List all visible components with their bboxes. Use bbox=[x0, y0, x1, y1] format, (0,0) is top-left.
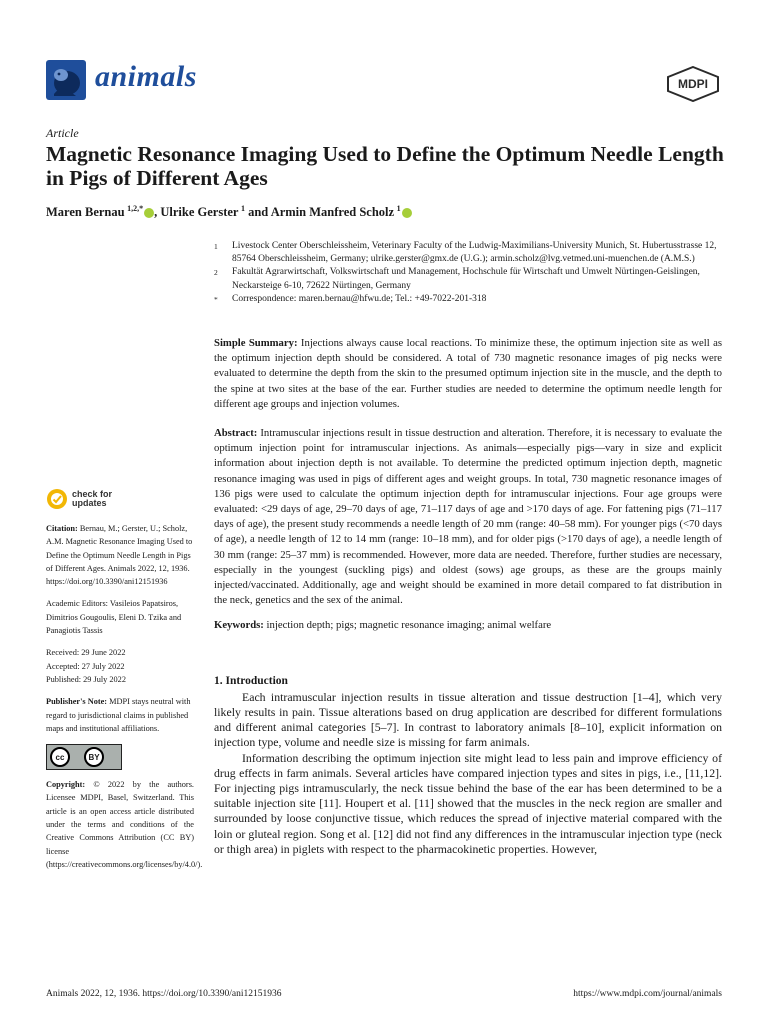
affiliation-number: * bbox=[214, 294, 218, 304]
updates-line1: check for bbox=[72, 489, 113, 499]
affiliation-item bbox=[214, 293, 724, 306]
dates bbox=[46, 646, 194, 686]
orcid-icon[interactable] bbox=[144, 208, 154, 218]
correspondence-text: Correspondence: maren.bernau@hfwu.de; Tel.: +49-7022-201-318 bbox=[232, 293, 487, 304]
publisher-note-label: Publisher's Note: bbox=[46, 697, 108, 707]
intro-paragraph: Each intramuscular injection results in tissue alteration and tissue destruction [1–4], which very likely results in pain. Tissue alterations based on drug application are described for different formulations and different animal categories [5–7]. In contrast to laboratory animals [8–10], explicit information on injection type, volume and needle size is missing for farm animals. bbox=[214, 689, 722, 750]
copyright bbox=[46, 778, 203, 871]
academic-editors: Academic Editors: Vasileios Papatsiros, Dimitrios Gougoulis, Eleni D. Tzika and Panagiotis Tassis bbox=[46, 599, 182, 636]
cc-by-license-badge[interactable] bbox=[46, 744, 122, 770]
section-heading-introduction: 1. Introduction bbox=[214, 674, 288, 687]
mdpi-logo-icon[interactable] bbox=[666, 66, 720, 102]
main-column bbox=[214, 336, 722, 857]
orcid-icon[interactable] bbox=[402, 208, 412, 218]
publisher-note bbox=[46, 695, 194, 735]
author-affil-sup: 1 bbox=[240, 204, 245, 213]
copyright-text: © 2022 by the authors. Licensee MDPI, Basel, Switzerland. This article is an open access article distributed under the terms and conditions of the Creative Commons Attribution (CC BY) license (https://creativecommons.org/licenses/by/4.0/). bbox=[46, 780, 203, 869]
citation-text[interactable]: Bernau, M.; Gerster, U.; Scholz, A.M. Magnetic Resonance Imaging Used to Define the Optimum Needle Length in Pigs of Different Ages. Animals 2022, 12, 1936. https://doi.org/10.3390/ani12151936 bbox=[46, 524, 193, 587]
author-affil-sup: 1,2,* bbox=[127, 204, 144, 213]
simple-summary bbox=[214, 336, 722, 412]
author-list bbox=[46, 204, 412, 220]
publisher-note-text: MDPI stays neutral with regard to jurisdictional claims in published maps and institutional affiliations. bbox=[46, 697, 191, 733]
updates-line2: updates bbox=[72, 498, 107, 508]
author-name[interactable]: Maren Bernau bbox=[46, 205, 125, 220]
affiliations bbox=[214, 240, 724, 306]
author-separator: and bbox=[244, 205, 271, 220]
affiliation-text: Livestock Center Oberschleissheim, Veterinary Faculty of the Ludwig-Maximilians-University Munich, St. Hubertusstrasse 12, 85764 Oberschleissheim, Germany; ulrike.gerster@gmx.de (U.G.); armin.scholz@lvg.vetmed.uni-muenchen.de (A.M.S.) bbox=[232, 241, 717, 265]
author-name[interactable]: Armin Manfred Scholz bbox=[270, 205, 395, 220]
author-separator: , bbox=[154, 205, 161, 220]
summary-label: Simple Summary: bbox=[214, 337, 298, 349]
intro-paragraph: Information describing the optimum injection site might lead to less pain and improve efficiency of drug effects in farm animals. Several articles have compared injection types and sites in pigs, i.e., [11,12]. For injecting pigs intramuscularly, the neck tissue behind the base of the ear has been determined to be a suitable injection site [11]. Houpert et al. [11] showed that the muscles in the neck region are smaller and surrounded by loose conjunctive tissue, which reduces the spread of injective material compared with the loin or gluteal region. Song et al. [12] did not find any differences in the intramuscular injection type (neck or thigh area) in piglets with respect to the pharmacokinetic properties. However, bbox=[214, 750, 722, 856]
article-title: Magnetic Resonance Imaging Used to Define the Optimum Needle Length in Pigs of Different Ages bbox=[46, 142, 724, 190]
citation bbox=[46, 522, 194, 588]
cc-icon: cc bbox=[50, 747, 70, 767]
affiliation-number: 2 bbox=[214, 268, 218, 278]
abstract bbox=[214, 426, 722, 608]
journal-name[interactable]: animals bbox=[95, 60, 197, 93]
by-icon: BY bbox=[84, 747, 104, 767]
abstract-text: Intramuscular injections result in tissue destruction and alteration. Therefore, it is necessary to evaluate the optimum injection point for intramuscular injections. As animals—especially pigs—vary in size and explicit information about injection depth is not available. To determine the predicted optimum injection depth, magnetic resonance imaging was used in pigs of different ages and weight groups. In total, 730 magnetic resonance images of 136 pigs were used to calculate the optimum injection depth for intramuscular injections. Four age groups were evaluated: <29 days of age, 29–70 days of age, 71–117 days of age and >170 days of age. For fattening pigs (71–117 days of age), the present study recommends a needle length of 20 mm (range: 40–58 mm). For younger pigs (<70 days of age), a needle length of 12 to 14 mm (range: 10–18 mm), and for older pigs (>170 days of age), a needle length of 30 mm (range: 25–37 mm) is recommended. However, more data are needed. Therefore, further studies are necessary, especially in the youngest (suckling pigs) and oldest (sows) age groups, as these are the groups mainly injected/vaccinated. Additionally, age and weight should be examined in more detail compared to fat distribution in the neck, genetics and the sex of the animal. bbox=[214, 427, 722, 607]
author-affil-sup: 1 bbox=[396, 204, 401, 213]
keywords-label: Keywords: bbox=[214, 619, 264, 632]
footer-journal-url[interactable]: https://www.mdpi.com/journal/animals bbox=[573, 989, 722, 999]
affiliation-item bbox=[214, 266, 724, 292]
article-type: Article bbox=[46, 126, 79, 140]
check-updates-icon bbox=[46, 488, 68, 510]
copyright-label: Copyright: bbox=[46, 780, 86, 790]
citation-label: Citation: bbox=[46, 524, 78, 533]
check-for-updates-button[interactable] bbox=[46, 488, 194, 510]
footer-citation[interactable]: Animals 2022, 12, 1936. https://doi.org/10.3390/ani12151936 bbox=[46, 989, 282, 999]
affiliation-item bbox=[214, 240, 724, 266]
publisher-name: MDPI bbox=[678, 77, 708, 91]
accepted-date: Accepted: 27 July 2022 bbox=[46, 661, 125, 671]
keywords bbox=[214, 618, 722, 633]
affiliation-text: Fakultät Agrarwirtschaft, Volkswirtschaft und Management, Hochschule für Wirtschaft und Umwelt Nürtingen-Geislingen, Neckarsteige 6-10, 72622 Nürtingen, Germany bbox=[232, 267, 700, 291]
received-date: Received: 29 June 2022 bbox=[46, 648, 126, 658]
affiliation-number: 1 bbox=[214, 242, 218, 251]
summary-text: Injections always cause local reactions. To minimize these, the optimum injection site as well as the optimum injection depth should be considered. A total of 730 magnetic resonance images of pig necks were evaluated to determine the depth from the skin to the presumed optimum injection site in the muscle, and the depth to the spine at two sites at the base of the ear. Further studies are needed to determine the optimum needle length for different age groups and injection volumes. bbox=[214, 337, 722, 410]
keywords-text: injection depth; pigs; magnetic resonance imaging; animal welfare bbox=[263, 619, 552, 632]
abstract-label: Abstract: bbox=[214, 427, 258, 440]
published-date: Published: 29 July 2022 bbox=[46, 674, 126, 684]
journal-logo-icon bbox=[46, 60, 86, 100]
author-name[interactable]: Ulrike Gerster bbox=[160, 205, 239, 220]
sidebar bbox=[46, 488, 203, 880]
